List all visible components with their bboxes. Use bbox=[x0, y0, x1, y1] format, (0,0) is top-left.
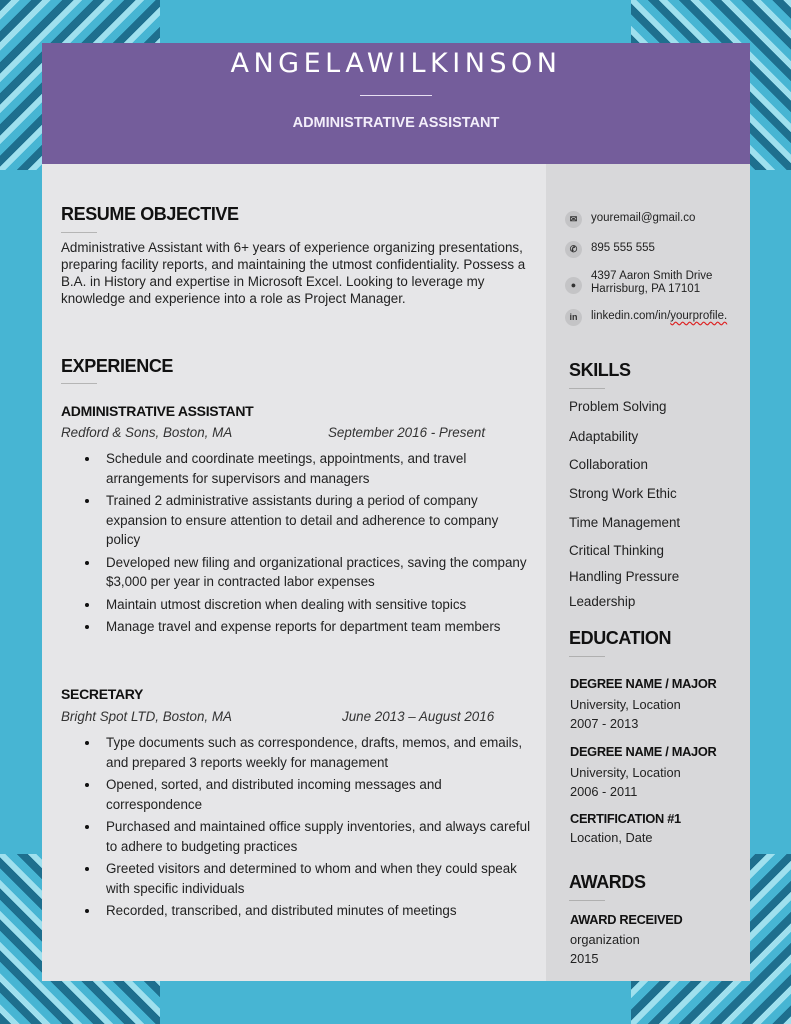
skill-item: Collaboration bbox=[569, 457, 648, 472]
education-2-years: 2006 - 2011 bbox=[570, 784, 638, 799]
list-item: Type documents such as correspondence, drafts, memos, and emails, and prepared 3 reports weekly for management bbox=[61, 733, 531, 772]
experience-divider bbox=[61, 383, 97, 384]
resume-header bbox=[42, 43, 750, 164]
skill-item: Leadership bbox=[569, 594, 636, 609]
list-item: Manage travel and expense reports for department team members bbox=[61, 617, 531, 637]
objective-heading: RESUME OBJECTIVE bbox=[61, 204, 239, 224]
list-item: Opened, sorted, and distributed incoming messages and correspondence bbox=[61, 775, 531, 814]
linkedin-icon: in bbox=[565, 309, 582, 326]
awards-divider bbox=[569, 900, 605, 901]
job-1-title: ADMINISTRATIVE ASSISTANT bbox=[61, 403, 254, 419]
address-line-2: Harrisburg, PA 17101 bbox=[591, 282, 701, 295]
header-divider bbox=[360, 95, 432, 96]
certification-detail: Location, Date bbox=[570, 830, 653, 845]
certification-title: CERTIFICATION #1 bbox=[570, 811, 681, 826]
linkedin-handle: yourprofile. bbox=[670, 310, 728, 322]
location-icon: ● bbox=[565, 277, 582, 294]
job-1-dates: September 2016 - Present bbox=[328, 425, 486, 440]
award-title: AWARD RECEIVED bbox=[570, 912, 683, 927]
list-item: Maintain utmost discretion when dealing with sensitive topics bbox=[61, 595, 531, 615]
list-item: Greeted visitors and determined to whom and when they could speak with specific individuals bbox=[61, 859, 531, 898]
list-item: Developed new filing and organizational practices, saving the company $3,000 per year in contracted labor expenses bbox=[61, 553, 531, 592]
award-year: 2015 bbox=[570, 951, 599, 966]
education-2-degree: DEGREE NAME / MAJOR bbox=[570, 744, 717, 759]
skills-divider bbox=[569, 388, 605, 389]
experience-heading: EXPERIENCE bbox=[61, 356, 174, 376]
skill-item: Handling Pressure bbox=[569, 569, 680, 584]
linkedin-text[interactable] bbox=[591, 310, 741, 323]
phone-icon: ✆ bbox=[565, 241, 582, 258]
list-item: Schedule and coordinate meetings, appointments, and travel arrangements for supervisors and managers bbox=[61, 449, 531, 488]
awards-heading: AWARDS bbox=[569, 872, 646, 892]
skills-heading: SKILLS bbox=[569, 360, 631, 380]
skill-item: Time Management bbox=[569, 515, 681, 530]
education-1-years: 2007 - 2013 bbox=[570, 716, 639, 731]
job-2-title: SECRETARY bbox=[61, 686, 144, 702]
job-1-company: Redford & Sons, Boston, MA bbox=[61, 425, 233, 440]
education-1-degree: DEGREE NAME / MAJOR bbox=[570, 676, 717, 691]
list-item: Recorded, transcribed, and distributed minutes of meetings bbox=[61, 901, 531, 921]
objective-text: Administrative Assistant with 6+ years of experience organizing presentations, preparing facility reports, and maintaining the utmost confidentiality. Possess a B.A. in History and expertise in Microsoft Excel. Looking to leverage my knowledge and experience into a role as Project Manager. bbox=[61, 240, 526, 306]
education-divider bbox=[569, 656, 605, 657]
education-heading: EDUCATION bbox=[569, 628, 672, 648]
job-2-company: Bright Spot LTD, Boston, MA bbox=[61, 709, 232, 724]
job-title-header: ADMINISTRATIVE ASSISTANT bbox=[292, 115, 500, 131]
list-item: Trained 2 administrative assistants during a period of company expansion to ensure attention to detail and adherence to company policy bbox=[61, 491, 531, 550]
address-line-1: 4397 Aaron Smith Drive bbox=[591, 270, 713, 282]
education-2-school: University, Location bbox=[570, 765, 681, 780]
job-2-dates: June 2013 – August 2016 bbox=[342, 709, 495, 724]
resume-page bbox=[42, 43, 750, 981]
skill-item: Problem Solving bbox=[569, 399, 667, 414]
skill-item: Critical Thinking bbox=[569, 543, 665, 558]
linkedin-prefix: linkedin.com/in/ bbox=[591, 310, 671, 322]
skill-item: Adaptability bbox=[569, 429, 639, 444]
candidate-name: ANGELAWILKINSON bbox=[230, 48, 562, 79]
address-text bbox=[591, 270, 741, 295]
skill-item: Strong Work Ethic bbox=[569, 486, 677, 501]
list-item: Purchased and maintained office supply inventories, and always careful to adhere to budgeting practices bbox=[61, 817, 531, 856]
job-2-meta bbox=[61, 709, 521, 724]
job-1-bullets bbox=[61, 449, 531, 640]
job-1-meta bbox=[61, 425, 521, 440]
email-text: youremail@gmail.co bbox=[591, 212, 696, 224]
phone-text: 895 555 555 bbox=[591, 242, 655, 254]
award-organization: organization bbox=[570, 932, 640, 947]
job-2-bullets bbox=[61, 733, 531, 924]
education-1-school: University, Location bbox=[570, 697, 681, 712]
objective-divider bbox=[61, 232, 97, 233]
email-icon: ✉ bbox=[565, 211, 582, 228]
